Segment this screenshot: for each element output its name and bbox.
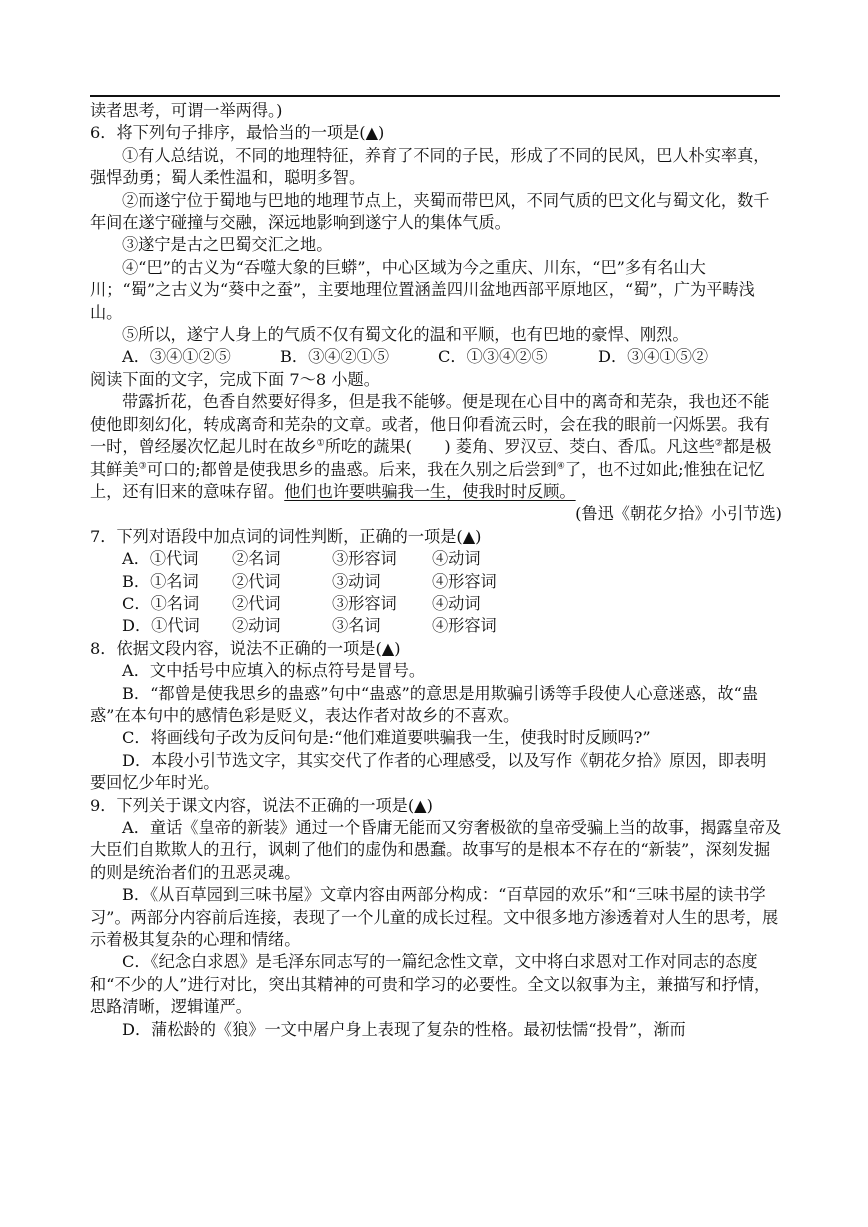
q6-sentence-1: ①有人总结说，不同的地理特征，养育了不同的子民，形成了不同的民风，巴人朴实率真，强悍劲勇；蜀人柔性温和，聪明多智。 (90, 145, 770, 188)
q9-option-c: C．《纪念白求恩》是毛泽东同志写的一篇纪念性文章，文中将白求恩对工作对同志的态度和“不少的人”进行对比，突出其精神的可贵和学习的必要性。全文以叙事为主，兼描写和抒情，思路清晰，逻辑谨严。 (90, 952, 771, 1017)
q7-option-b: B．①名词 ②代词 ③动词 ④形容词 (122, 571, 497, 591)
q7-option-d: D．①代词 ②动词 ③名词 ④形容词 (122, 616, 497, 636)
q9-option-b: B．《从百草园到三味书屋》文章内容由两部分构成：“百草园的欢乐”和“三味书屋的读书学习”。两部分内容前后连接，表现了一个儿童的成长过程。文中很多地方渗透着对人生的思考，展示着极其复杂的心理和情绪。 (90, 885, 779, 950)
q6-option-a: A．③④①②⑤ (122, 347, 231, 367)
reading-passage: 带露折花，色香自然要好得多，但是我不能够。便是现在心目中的离奇和芜杂，我也还不能使他即刻幻化，转成离奇和芜杂的文章。或者，他日仰看流云时，会在我的眼前一闪烁罢。我有一时，曾经屡次忆起儿时在故乡①所吃的蔬果( ) 菱角、罗汉豆、茭白、香瓜。凡这些②都是极其鲜美③可口的;都曾是使我思乡的蛊惑。后来，我在久别之后尝到④了，也不过如此;惟独在记忆上，还有旧来的意味存留。他们也许要哄骗我一生，使我时时反顾。 (90, 392, 772, 501)
top-rule (90, 95, 780, 97)
passage-source: (鲁迅《朝花夕拾》小引节选) (575, 504, 782, 524)
underlined-sentence: 他们也许要哄骗我一生，使我时时反顾。 (284, 481, 576, 501)
q6-option-b: B．③④②①⑤ (280, 347, 390, 367)
q9-option-d: D．蒲松龄的《狼》一文中屠户身上表现了复杂的性格。最初怯懦“投骨”，渐而 (122, 1019, 686, 1039)
q7-option-c: C．①名词 ②代词 ③形容词 ④动词 (122, 593, 481, 613)
q6-sentence-2: ②而遂宁位于蜀地与巴地的地理节点上，夹蜀而带巴风，不同气质的巴文化与蜀文化，数千年间在遂宁碰撞与交融，深远地影响到遂宁人的集体气质。 (90, 190, 770, 233)
question-8: 8．依据文段内容，说法不正确的一项是(▲) (90, 638, 401, 658)
q8-option-a: A．文中括号中应填入的标点符号是冒号。 (122, 661, 426, 681)
q9-option-a: A．童话《皇帝的新装》通过一个昏庸无能而又穷奢极欲的皇帝受骗上当的故事，揭露皇帝及大臣们自欺欺人的丑行，讽刺了他们的虚伪和愚蠢。故事写的是根本不存在的“新装”，深刻发掘的则是统治者们的丑恶灵魂。 (90, 818, 782, 882)
question-9: 9．下列关于课文内容，说法不正确的一项是(▲) (90, 795, 433, 815)
q6-option-c: C．①③④②⑤ (438, 347, 548, 367)
q8-option-d: D．本段小引节选文字，其实交代了作者的心理感受，以及写作《朝花夕拾》原因，即表明要回忆少年时光。 (90, 750, 767, 793)
q6-sentence-5: ⑤所以，遂宁人身上的气质不仅有蜀文化的温和平顺，也有巴地的豪悍、刚烈。 (122, 325, 689, 345)
exam-content (90, 100, 782, 1041)
question-6: 6．将下列句子排序，最恰当的一项是(▲) (90, 123, 385, 143)
q6-sentence-4: ④“巴”的古义为“吞噬大象的巨蟒”，中心区域为今之重庆、川东，“巴”多有名山大川；“蜀”之古义为“葵中之蚕”，主要地理位置涵盖四川盆地西部平原地区，“蜀”，广为平畴浅山。 (90, 257, 755, 322)
q6-options (90, 346, 782, 368)
continued-line: 读者思考，可谓一举两得。) (90, 101, 283, 120)
q6-sentence-3: ③遂宁是古之巴蜀交汇之地。 (122, 235, 333, 255)
q7-option-a: A．①代词 ②名词 ③形容词 ④动词 (122, 549, 481, 569)
q8-option-c: C．将画线句子改为反问句是:“他们难道要哄骗我一生，使我时时反顾吗?” (122, 728, 651, 748)
q6-option-d: D．③④①⑤② (598, 347, 709, 367)
q8-option-b: B．“都曾是使我思乡的蛊惑”句中“蛊惑”的意思是用欺骗引诱等手段使人心意迷惑，故“蛊惑”在本句中的感情色彩是贬义，表达作者对故乡的不喜欢。 (90, 683, 759, 725)
reading-instruction: 阅读下面的文字，完成下面 7～8 小题。 (90, 369, 380, 389)
question-7: 7．下列对语段中加点词的词性判断，正确的一项是(▲) (90, 526, 482, 546)
